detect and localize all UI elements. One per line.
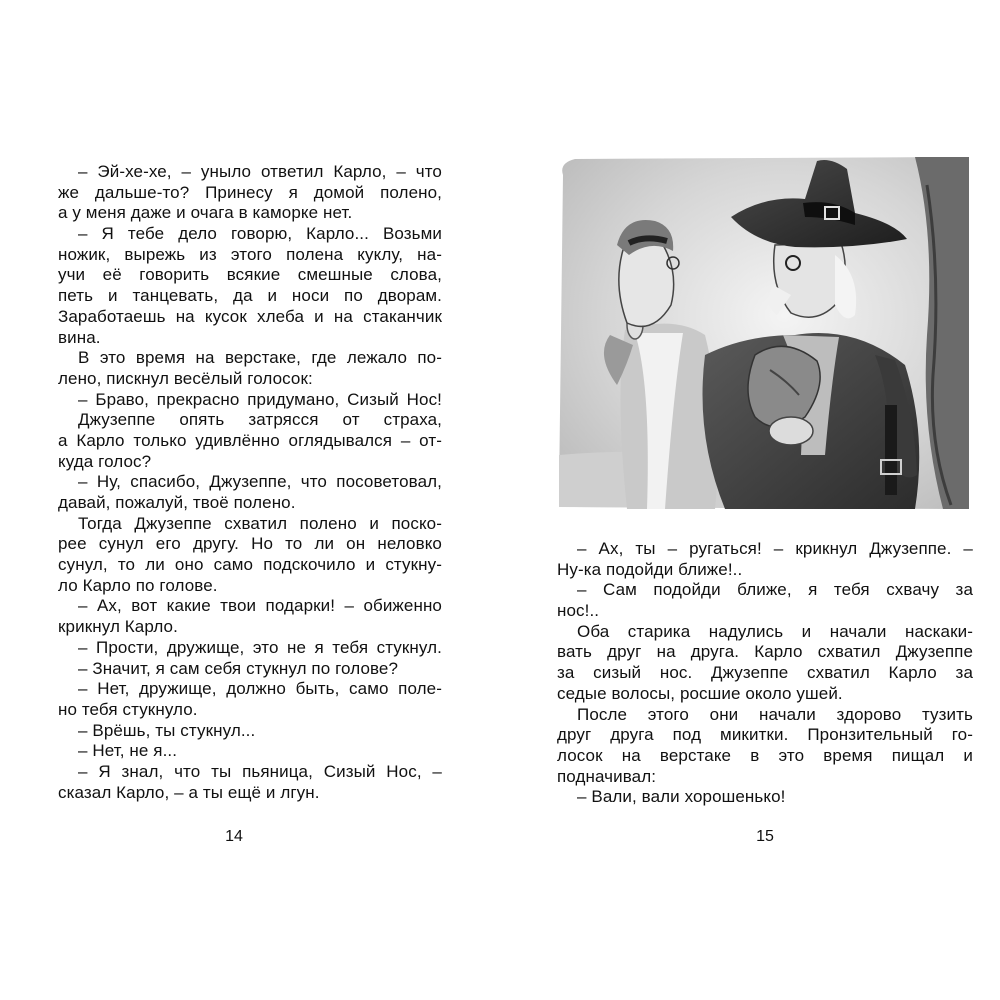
text-line: вина. [58, 327, 101, 347]
text-line: лосок на верстаке в это время пищал и [557, 745, 973, 765]
text-line: – Я знал, что ты пьяница, Сизый Нос, – [78, 761, 442, 781]
text-line: крикнул Карло. [58, 617, 178, 637]
text-line: – Ну, спасибо, Джузеппе, что посоветовал, [78, 472, 442, 492]
text-line: друг друга под микитки. Пронзительный го- [557, 725, 973, 745]
text-line: – Браво, прекрасно придумано, Сизый Нос! [78, 389, 442, 409]
text-line: – Прости, дружище, это не я тебя стукнул. [78, 637, 442, 657]
text-line: подначивал: [557, 766, 657, 786]
text-line: рее сунул его другу. Но то ли он неловко [58, 534, 442, 554]
text-line: – Нет, не я... [78, 741, 178, 761]
story-illustration [555, 155, 970, 511]
text-line: Заработаешь на кусок хлеба и на стаканчик [58, 306, 442, 326]
page-number-left: 14 [225, 828, 243, 845]
text-line: – Значит, я сам себя стукнул по голове? [78, 658, 399, 678]
text-line: – Нет, дружище, должно быть, само поле- [78, 679, 442, 699]
text-line: Тогда Джузеппе схватил полено и поско- [78, 513, 442, 533]
page-number-right: 15 [756, 828, 774, 845]
text-line: После этого они начали здорово тузить [577, 704, 973, 724]
right-page-text [557, 539, 973, 808]
text-line: – Я тебе дело говорю, Карло... Возьми [78, 224, 442, 244]
left-page-text [58, 162, 442, 803]
text-line: Ну-ка подойди ближе!.. [557, 559, 743, 579]
text-line: куда голос? [58, 451, 152, 471]
text-line: В это время на верстаке, где лежало по- [78, 348, 442, 368]
text-line: но тебя стукнуло. [58, 699, 198, 719]
text-line: сказал Карло, – а ты ещё и лгун. [58, 782, 320, 802]
text-line: а Карло только удивлённо оглядывался – от- [58, 430, 442, 450]
text-line: седые волосы, росшие около ушей. [557, 683, 843, 703]
text-line: давай, пожалуй, твоё полено. [58, 493, 296, 512]
illustration-svg [555, 155, 970, 511]
text-line: нос!.. [557, 601, 600, 621]
text-line: – Эй-хе-хе, – уныло ответил Карло, – что [78, 162, 442, 181]
text-line: лено, пискнул весёлый голосок: [58, 368, 313, 388]
text-line: – Сам подойди ближе, я тебя схвачу за [577, 580, 973, 600]
text-line: за сизый нос. Джузеппе схватил Карло за [557, 663, 973, 683]
text-line: – Ах, вот какие твои подарки! – обиженно [78, 596, 442, 616]
text-line: вать друг на друга. Карло схватил Джузеппе [557, 642, 973, 662]
text-line: – Вали, вали хорошенько! [577, 787, 786, 807]
text-line: учи её говорить всякие смешные слова, [58, 265, 442, 285]
text-line: – Ах, ты – ругаться! – крикнул Джузеппе. – [577, 539, 973, 558]
text-line: ножик, вырежь из этого полена куклу, на- [58, 244, 442, 264]
text-line: а у меня даже и очага в каморке нет. [58, 203, 353, 223]
text-line: ло Карло по голове. [58, 575, 218, 595]
text-line: же дальше-то? Принесу я домой полено, [58, 182, 442, 202]
text-line: сунул, то ли оно само подскочило и стукну- [58, 555, 442, 575]
text-line: – Врёшь, ты стукнул... [78, 720, 256, 740]
text-line: петь и танцевать, да и носи по дворам. [58, 286, 442, 306]
text-line: Оба старика надулись и начали наскаки- [577, 621, 973, 641]
text-line: Джузеппе опять затрясся от страха, [78, 410, 442, 430]
